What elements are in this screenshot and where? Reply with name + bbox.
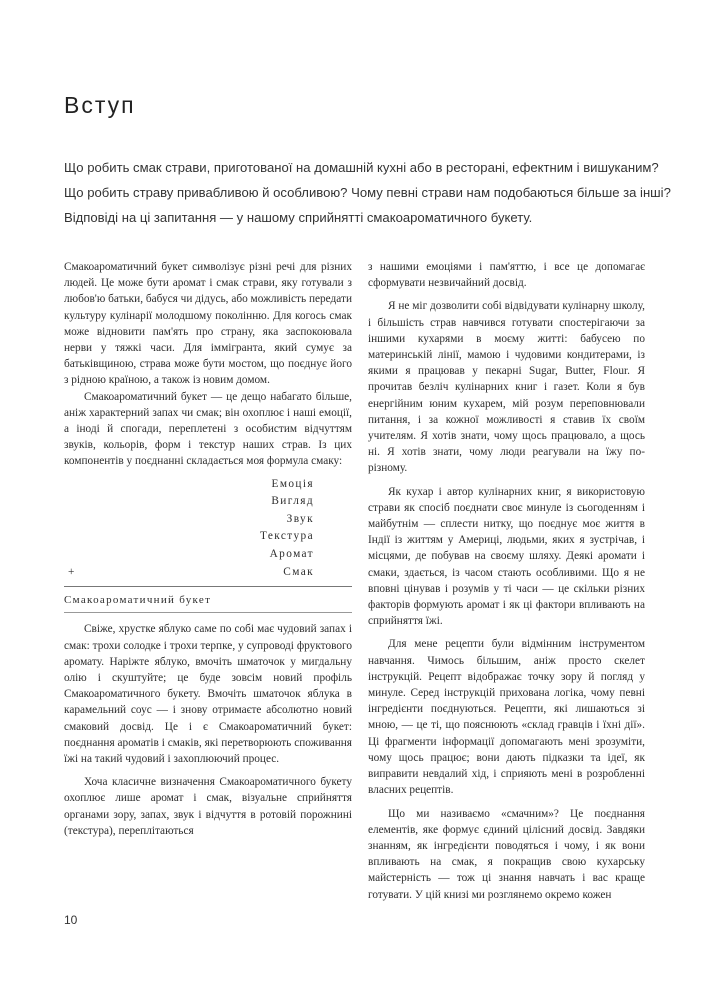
body-paragraph: Я не міг дозволити собі відвідувати кулінарну школу, і більшість страв навчився готувати спостерігаючи за іншими кухарями в моєму житті: бабусею по материнській лінії, мамою і чудовими кондитерами, із якими я працював у пекарні Sugar, Butter, Flour. Я прочитав безліч кулінарних книг і газет. Коли я був енергійним юним кухарем, мій розум переповнювали питання, і за кожної можливості я ставив їх своїм учителям. Я хотів знати, чому щось працювало, а щось ні. Я хотів знати, чому люди реагували на їжу по-різному. (368, 300, 645, 475)
formula-rule (64, 586, 352, 587)
body-paragraph: Для мене рецепти були відмінним інструментом навчання. Чимось більшим, аніж просто скелет інструкцій. Рецепт відображає точку зору й погляд у минуле. Серед інструкцій прихована логіка, чому певні інгредієнти поєднуються. Рецепти, які лишаються зі мною, — це ті, що пояснюють «склад гравців і їхні дії». Ці фрагменти інформації допомагають мені зрозуміти, чому щось працює; вони дають підказки та ідеї, як виправити невдалий хід, і сприяють мені в розробленні власних рецептів. (368, 638, 645, 797)
formula-item: Емоція (271, 477, 314, 490)
body-paragraph: Що ми називаємо «смачним»? Це поєднання елементів, яке формує єдиний цілісний досвід. Завдяки знанням, як інгредієнти поводяться і чому, і як вони впливають на смак, я покращив свою кухарську майстерність — тож ці знання навчать і вас краще готувати. У цій книзі ми розглянемо окремо кожен (368, 807, 645, 901)
formula-result-rule (64, 612, 352, 613)
body-paragraph: Хоча класичне визначення Смакоароматичного букету охоплює лише аромат і смак, візуальне сприйняття органами зору, запах, звук і відчуття в ротовій порожнині (текстура), переплітаються (64, 776, 352, 837)
body-paragraph: Смакоароматичний букет — це дещо набагато більше, аніж характерний запах чи смак; він охоплює і наші емоції, а іноді й спогади, переплетені з особистим відчуттям звуків, кольорів, форм і текстур наших страв. Із цих компонентів у поєднанні складається моя формула смаку: (64, 390, 352, 468)
body-paragraph: з нашими емоціями і пам'яттю, і все це допомагає сформувати незвичайний досвід. (368, 261, 645, 290)
left-column (64, 259, 352, 839)
body-paragraph: Свіже, хрустке яблуко саме по собі має чудовий запах і смак: трохи солодке і трохи терпке, у супроводі фруктового аромату. Наріжте яблуко, вмочіть шматочок у мигдальну олію і скуштуйте; це буде зовсім новий профіль Смакоароматичного букету. Вмочіть шматочок яблука в карамельний соус — і знову отримаєте абсолютно новий смаковий досвід. Це і є Смакоароматичний букет: поєднання ароматів і смаків, які перетворюють споживання їжі на такий чудовий і захоплюючий процес. (64, 623, 352, 766)
body-paragraph: Як кухар і автор кулінарних книг, я використовую страви як спосіб поєднати своє минуле із сьогоденням і майбутнім — сплести нитку, що поєднує моє життя в Індії із життям у Америці, людьми, яких я зустрічав, і місцями, де побував на своєму шляху. Деякі аромати і смаки, здається, із часом стають особливими. Що я не вповні цінував і розумів у ті часи — це скільки різних факторів формують аромат і як ці фактори впливають на сприйняття їжі. (368, 485, 645, 628)
flavor-formula-list (64, 476, 352, 582)
formula-item: + Смак (64, 564, 352, 582)
right-column (368, 259, 645, 903)
formula-item: Вигляд (271, 495, 314, 508)
formula-item: Звук (286, 512, 314, 525)
chapter-heading: Вступ (64, 92, 136, 118)
formula-item: Аромат (269, 548, 314, 561)
formula-result: Смакоароматичний букет (64, 594, 212, 607)
formula-item: Текстура (259, 530, 314, 543)
plus-sign: + (68, 565, 75, 578)
intro-paragraph: Що робить смак страви, приготованої на домашній кухні або в ресторані, ефектним і вишуканим? Що робить страву привабливою й особливою? Чому певні страви нам подобаються більше за інші? Відповіді на ці запитання — у нашому сприйнятті смакоароматичного букету. (64, 160, 671, 225)
body-paragraph: Смакоароматичний букет символізує різні речі для різних людей. Це може бути аромат і смак страви, яку готували з любов'ю батьки, бабуся чи дідусь, або можливість передати культуру кулінарії молодшому поколінню. Для когось смак може відновити пам'ять про страну, яка заспокоювала нерви у тяжкі часи. Для іммігранта, який сумує за батьківщиною, страва може бути мостом, що поєднує його з рідною країною, а також із новим домом. (64, 261, 352, 387)
page-number: 10 (64, 913, 78, 927)
